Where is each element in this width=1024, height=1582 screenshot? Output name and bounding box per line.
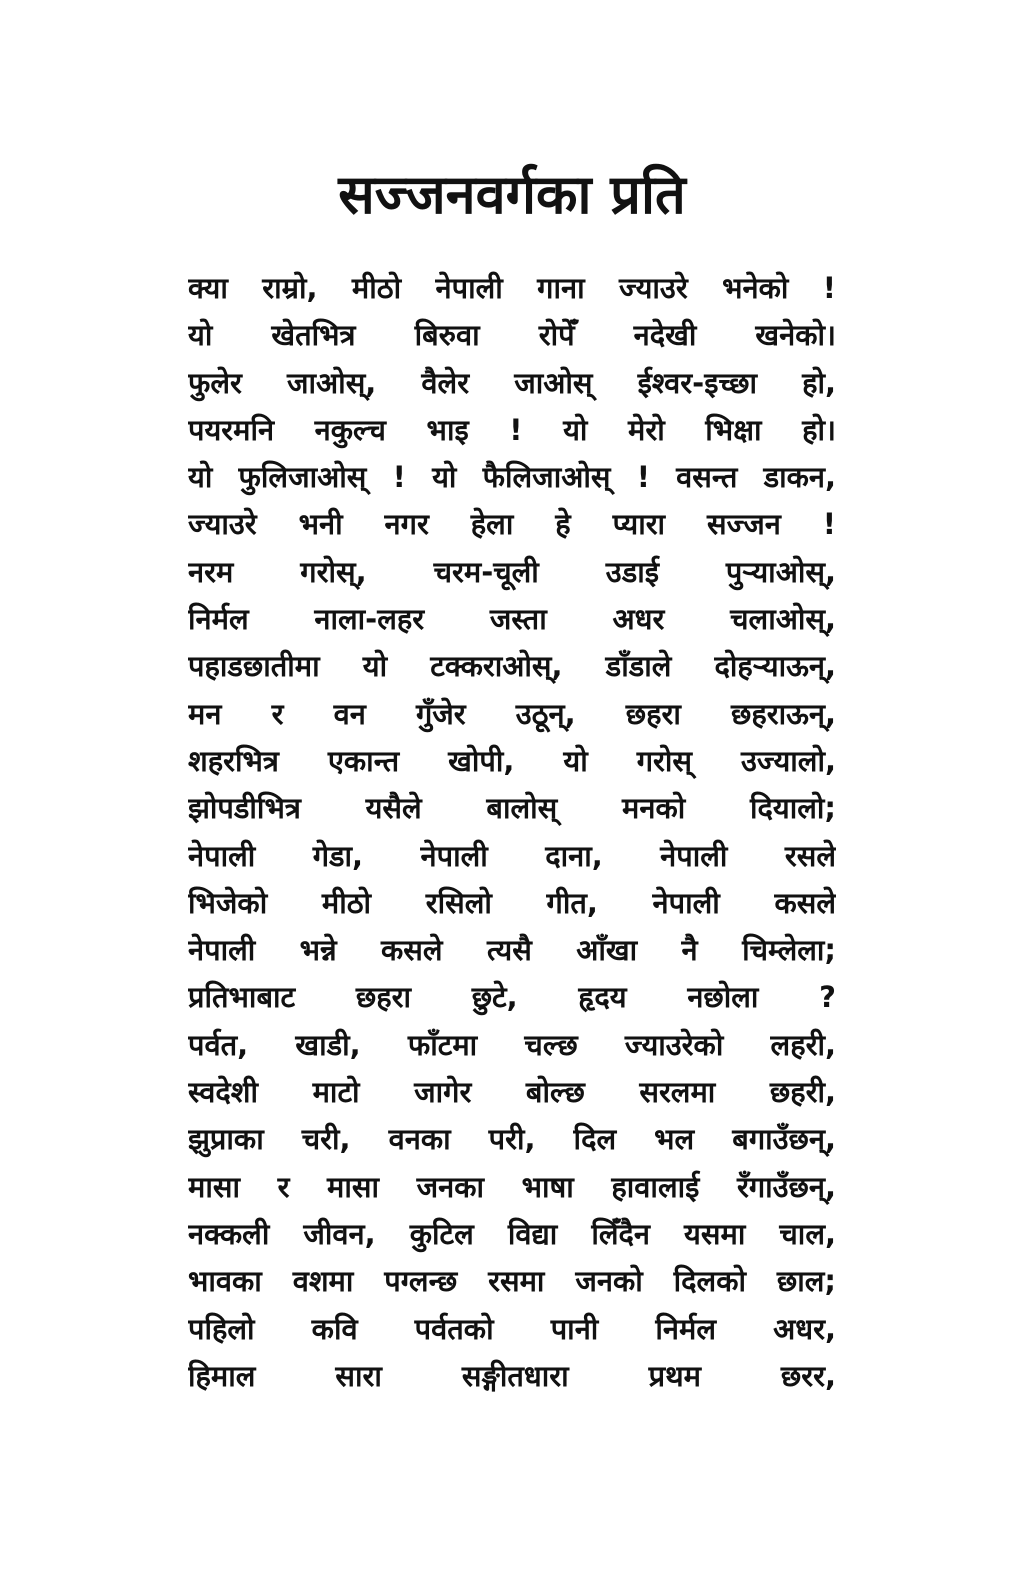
poem-line: नेपाली गेडा, नेपाली दाना, नेपाली रसले (188, 838, 836, 873)
poem-line: निर्मल नाला-लहर जस्ता अधर चलाओस्, (188, 602, 836, 637)
poem-line: झोपडीभित्र यसैले बालोस् मनको दियालो; (188, 791, 836, 826)
poem-line: हिमाल सारा सङ्गीतधारा प्रथम छरर, (188, 1358, 836, 1393)
poem-line: नरम गरोस्, चरम-चूली उडाई पुऱ्याओस्, (188, 554, 836, 589)
poem-line: मासा र मासा जनका भाषा हावालाई रँगाउँछन्, (188, 1169, 836, 1204)
poem-line: पयरमनि नकुल्च भाइ ! यो मेरो भिक्षा हो। (188, 412, 836, 447)
poem-line: पर्वत, खाडी, फाँटमा चल्छ ज्याउरेको लहरी, (188, 1027, 836, 1062)
poem-line: मन र वन गुँजेर उठून्, छहरा छहराऊन्, (188, 696, 836, 731)
poem-line: नेपाली भन्ने कसले त्यसै आँखा नै चिम्लेला; (188, 933, 836, 968)
poem-line: प्रतिभाबाट छहरा छुटे, हृदय नछोला ? (188, 980, 836, 1015)
poem-line: यो फुलिजाओस् ! यो फैलिजाओस् ! वसन्त डाकन, (188, 460, 836, 495)
poem-body (188, 268, 836, 1403)
poem-line: भिजेको मीठो रसिलो गीत, नेपाली कसले (188, 885, 836, 920)
poem-line: झुप्राका चरी, वनका परी, दिल भल बगाउँछन्, (188, 1122, 836, 1157)
poem-line: पहाडछातीमा यो टक्कराओस्, डाँडाले दोहऱ्याऊन्, (188, 649, 836, 684)
poem-line: शहरभित्र एकान्त खोपी, यो गरोस् उज्यालो, (188, 743, 836, 778)
poem-line: क्या राम्रो, मीठो नेपाली गाना ज्याउरे भनेको ! (188, 271, 836, 305)
poem-line: फुलेर जाओस्, वैलेर जाओस् ईश्वर-इच्छा हो, (188, 365, 836, 400)
poem-line: नक्कली जीवन, कुटिल विद्या लिँदैन यसमा चाल, (188, 1216, 836, 1251)
poem-line: पहिलो कवि पर्वतको पानी निर्मल अधर, (188, 1311, 836, 1346)
poem-line: ज्याउरे भनी नगर हेला हे प्यारा सज्जन ! (188, 507, 836, 542)
poem-line: स्वदेशी माटो जागेर बोल्छ सरलमा छहरी, (188, 1075, 836, 1110)
poem-line: यो खेतभित्र बिरुवा रोपेँ नदेखी खनेको। (188, 318, 836, 353)
poem-line: भावका वशमा पग्लन्छ रसमा जनको दिलको छाल; (188, 1264, 836, 1299)
page-title: सज्जनवर्गका प्रति (338, 163, 686, 226)
